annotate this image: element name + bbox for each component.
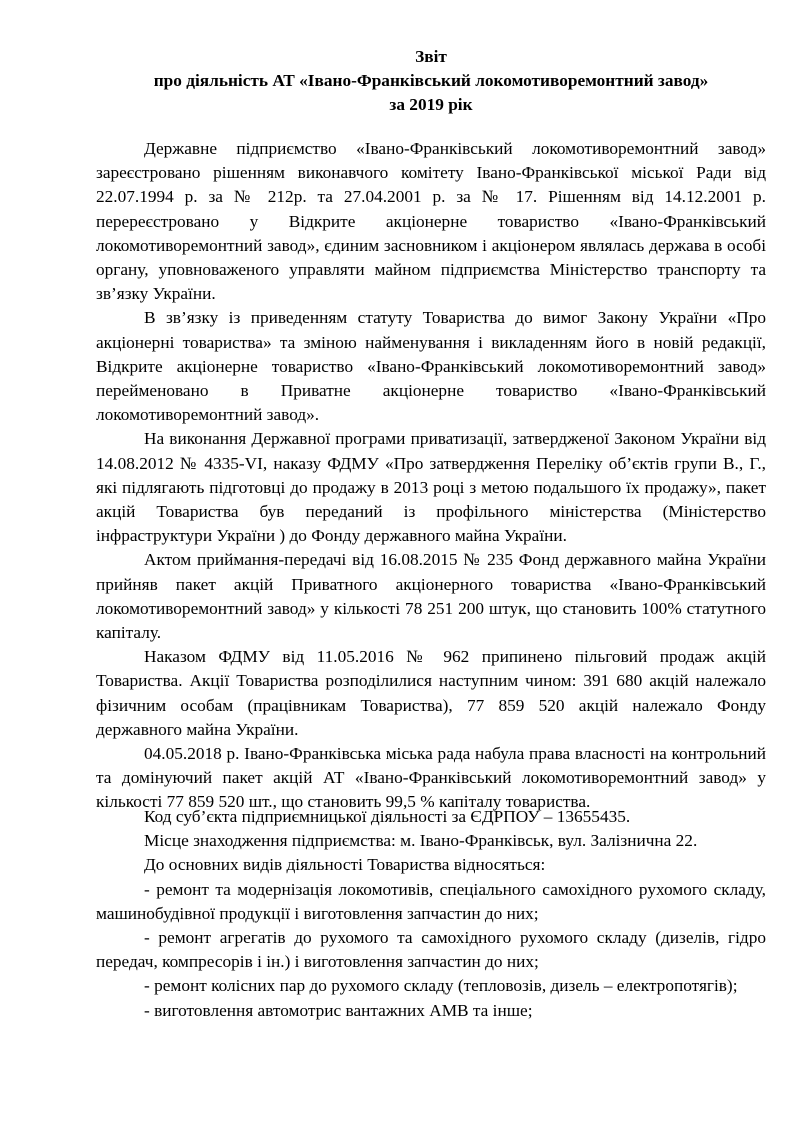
- paragraph-registration: Державне підприємство «Івано-Франківський локомотиворемонтний завод» зареєстровано рішенням виконавчого комітету Івано-Франківської міської Ради від 22.07.1994 р. за № 212р. та 27.04.2001 р. за № 17. Рішенням від 14.12.2001 р. перереєстровано у Відкрите акціонерне товариство «Івано-Франківський локомотиворемонтний завод», єдиним засновником і акціонером являлась держава в особі органу, уповноваженого управляти майном підприємства Міністерство транспорту та зв’язку України.: [96, 139, 766, 304]
- report-title: Звіт: [415, 47, 447, 66]
- history-section: [96, 137, 766, 815]
- activity-item: - ремонт та модернізація локомотивів, спеціального самохідного рухомого складу, машинобудівної продукції і виготовлення запчастин до них;: [96, 879, 766, 923]
- paragraph-fdmu-order: Наказом ФДМУ від 11.05.2016 № 962 припинено пільговий продаж акцій Товариства. Акції Товариства розподілилися наступним чином: 391 680 акцій належало фізичним особам (працівникам Товариства), 77 859 520 акцій належало Фонду державного майна України.: [96, 647, 766, 739]
- info-section: [96, 805, 766, 1023]
- report-year: за 2019 рік: [389, 95, 473, 114]
- paragraph-privatization: На виконання Державної програми приватизації, затвердженої Законом України від 14.08.2012 № 4335-VI, наказу ФДМУ «Про затвердження Переліку об’єктів групи В., Г., які підлягають підготовці до продажу в 2013 році з метою подальшого їх продажу», пакет акцій Товариства був переданий із профільного міністерства (Міністерство інфраструктури України ) до Фонду державного майна України.: [96, 429, 766, 546]
- paragraph-transfer-act: Актом приймання-передачі від 16.08.2015 № 235 Фонд державного майна України прийняв пакет акцій Приватного акціонерного товариства «Івано-Франківський локомотиворемонтний завод» у кількості 78 251 200 штук, що становить 100% статутного капіталу.: [96, 550, 766, 643]
- activities-intro: До основних видів діяльності Товариства відносяться:: [144, 855, 546, 875]
- activity-item: - виготовлення автомотрис вантажних АМВ та інше;: [144, 1000, 533, 1020]
- edrpou-code: Код суб’єкта підприємницької діяльності за ЄДРПОУ – 13655435.: [144, 807, 631, 826]
- report-subtitle: про діяльність АТ «Івано-Франківський локомотиворемонтний завод»: [153, 71, 709, 90]
- paragraph-renaming: В зв’язку із приведенням статуту Товариства до вимог Закону України «Про акціонерні товариства» та зміною найменування і викладенням його в новій редакції, Відкрите акціонерне товариство «Івано-Франківський локомотиворемонтний завод» перейменовано в Приватне акціонерне товариство «Івано-Франківський локомотиворемонтний завод».: [96, 308, 766, 425]
- activity-item: - ремонт колісних пар до рухомого складу (тепловозів, дизель – електропотягів);: [144, 976, 738, 996]
- activity-item: - ремонт агрегатів до рухомого та самохідного рухомого складу (дизелів, гідро передач, компресорів і ін.) і виготовлення запчастин до них;: [96, 928, 766, 972]
- company-location: Місце знаходження підприємства: м. Івано-Франківськ, вул. Залізнична 22.: [144, 831, 698, 851]
- paragraph-city-council: 04.05.2018 р. Івано-Франківська міська рада набула права власності на контрольний та домінуючий пакет акцій АТ «Івано-Франківський локомотиворемонтний завод» у кількості 77 859 520 шт., що становить 99,5 % капіталу товариства.: [96, 744, 766, 812]
